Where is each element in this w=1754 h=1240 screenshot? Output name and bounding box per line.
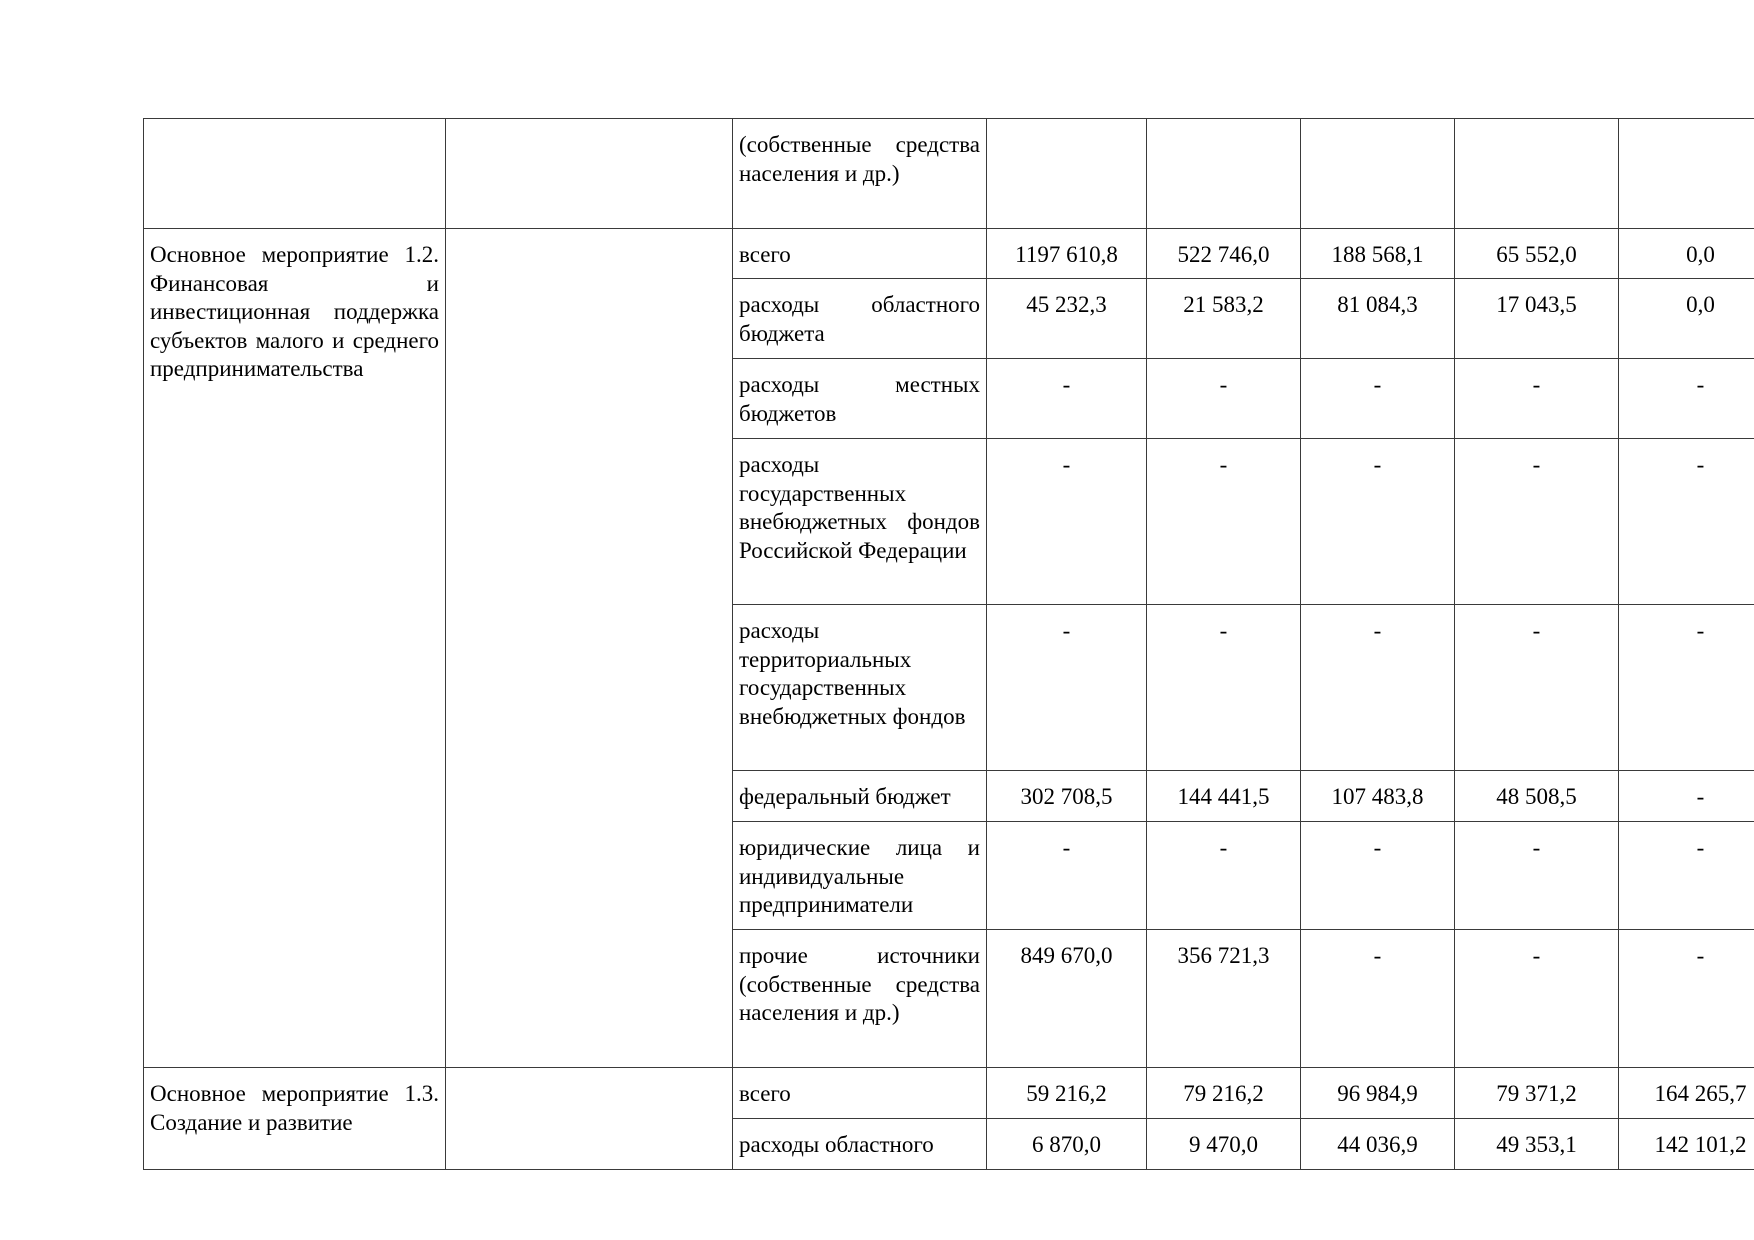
funding-source-cell: федеральный бюджет xyxy=(733,771,987,822)
table-row xyxy=(144,119,1754,229)
value-cell: - xyxy=(987,439,1147,605)
value-cell: 142 101,2 xyxy=(1619,1119,1754,1170)
value-cell: 1197 610,8 xyxy=(987,229,1147,279)
value-cell: 302 708,5 xyxy=(987,771,1147,822)
value-cell: - xyxy=(1455,439,1619,605)
activity-cell: Основное мероприятие 1.2. Финансовая и инвестиционная поддержка субъектов малого и среднего предпринимательства xyxy=(144,229,446,1068)
value-cell: - xyxy=(1619,771,1754,822)
executor-cell xyxy=(446,1068,733,1170)
funding-source-cell: прочие источники (собственные средства населения и др.) xyxy=(733,930,987,1068)
executor-cell xyxy=(446,229,733,1068)
value-cell: - xyxy=(1147,359,1301,439)
value-cell: - xyxy=(1301,605,1455,771)
funding-source-cell: расходы областного xyxy=(733,1119,987,1170)
value-cell: - xyxy=(1147,439,1301,605)
value-cell: - xyxy=(1455,605,1619,771)
executor-cell xyxy=(446,119,733,229)
value-cell xyxy=(1301,119,1455,229)
value-cell: 44 036,9 xyxy=(1301,1119,1455,1170)
value-cell: - xyxy=(1619,930,1754,1068)
value-cell: - xyxy=(1301,930,1455,1068)
value-cell: - xyxy=(1301,359,1455,439)
value-cell: 0,0 xyxy=(1619,229,1754,279)
funding-source-cell: (собственные средства населения и др.) xyxy=(733,119,987,229)
value-cell: - xyxy=(1455,822,1619,930)
budget-table xyxy=(143,118,1754,1170)
funding-source-cell: расходы государственных внебюджетных фондов Российской Федерации xyxy=(733,439,987,605)
funding-source-cell: расходы областного бюджета xyxy=(733,279,987,359)
value-cell: - xyxy=(1455,930,1619,1068)
value-cell: - xyxy=(1619,822,1754,930)
value-cell: - xyxy=(1619,439,1754,605)
value-cell: 48 508,5 xyxy=(1455,771,1619,822)
funding-source-cell: юридические лица и индивидуальные предприниматели xyxy=(733,822,987,930)
value-cell xyxy=(1619,119,1754,229)
value-cell xyxy=(1455,119,1619,229)
value-cell: 96 984,9 xyxy=(1301,1068,1455,1119)
value-cell: - xyxy=(987,605,1147,771)
value-cell: - xyxy=(1147,605,1301,771)
value-cell: 17 043,5 xyxy=(1455,279,1619,359)
value-cell: 9 470,0 xyxy=(1147,1119,1301,1170)
value-cell: - xyxy=(1147,822,1301,930)
value-cell: 6 870,0 xyxy=(987,1119,1147,1170)
value-cell: - xyxy=(1619,605,1754,771)
value-cell xyxy=(1147,119,1301,229)
value-cell: 188 568,1 xyxy=(1301,229,1455,279)
value-cell: - xyxy=(987,822,1147,930)
funding-source-cell: расходы местных бюджетов xyxy=(733,359,987,439)
value-cell: 59 216,2 xyxy=(987,1068,1147,1119)
value-cell: - xyxy=(1619,359,1754,439)
value-cell: 522 746,0 xyxy=(1147,229,1301,279)
value-cell: 65 552,0 xyxy=(1455,229,1619,279)
value-cell: 21 583,2 xyxy=(1147,279,1301,359)
value-cell: 107 483,8 xyxy=(1301,771,1455,822)
value-cell: - xyxy=(987,359,1147,439)
value-cell: 49 353,1 xyxy=(1455,1119,1619,1170)
value-cell: 356 721,3 xyxy=(1147,930,1301,1068)
activity-cell: Основное мероприятие 1.3. Создание и развитие xyxy=(144,1068,446,1170)
value-cell: - xyxy=(1301,822,1455,930)
funding-source-cell: всего xyxy=(733,1068,987,1119)
value-cell: 144 441,5 xyxy=(1147,771,1301,822)
value-cell: 164 265,7 xyxy=(1619,1068,1754,1119)
table-row xyxy=(144,229,1754,279)
activity-cell xyxy=(144,119,446,229)
funding-source-cell: всего xyxy=(733,229,987,279)
value-cell: - xyxy=(1301,439,1455,605)
value-cell: 0,0 xyxy=(1619,279,1754,359)
value-cell xyxy=(987,119,1147,229)
value-cell: 849 670,0 xyxy=(987,930,1147,1068)
funding-source-cell: расходы территориальных государственных внебюджетных фондов xyxy=(733,605,987,771)
value-cell: 79 371,2 xyxy=(1455,1068,1619,1119)
value-cell: 79 216,2 xyxy=(1147,1068,1301,1119)
value-cell: - xyxy=(1455,359,1619,439)
table-row xyxy=(144,1068,1754,1119)
value-cell: 81 084,3 xyxy=(1301,279,1455,359)
value-cell: 45 232,3 xyxy=(987,279,1147,359)
